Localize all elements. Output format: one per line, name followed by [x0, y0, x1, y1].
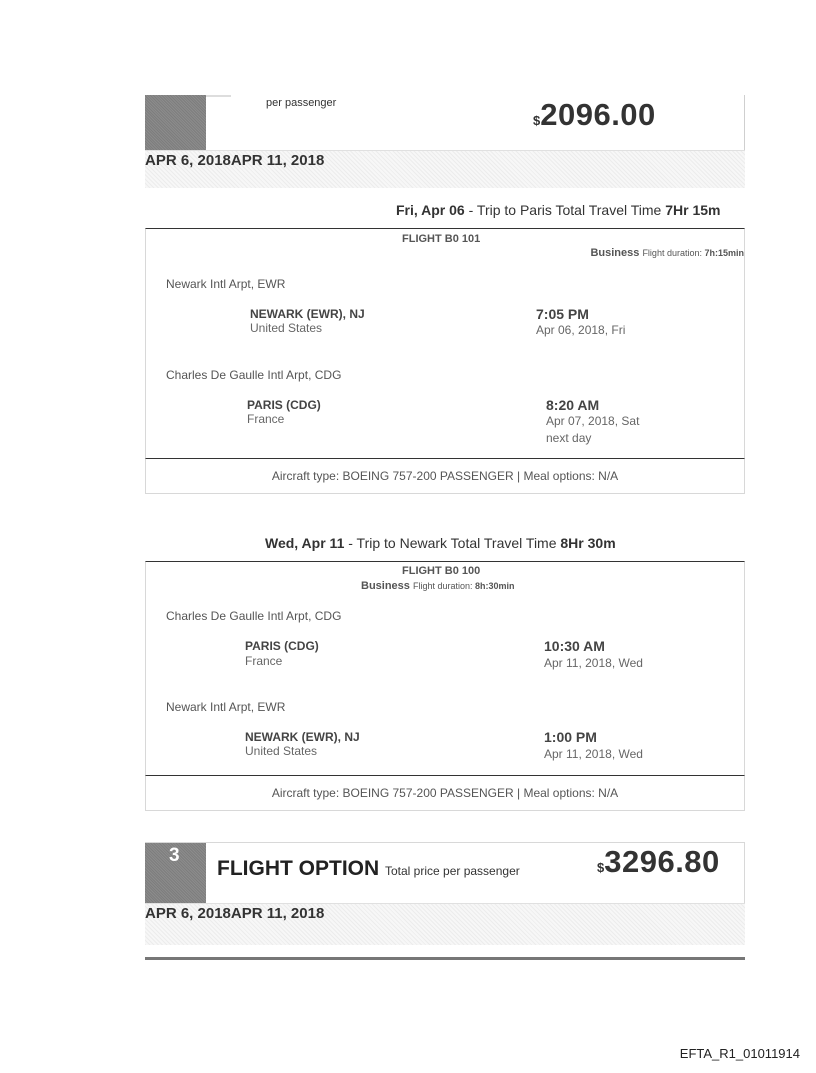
cabin-class: Business Flight duration: 7h:15min [590, 247, 744, 259]
trip-dates: APR 6, 2018APR 11, 2018 [145, 905, 325, 922]
departure-date: Apr 06, 2018, Fri [536, 323, 626, 337]
departure-time: 10:30 AM [544, 638, 605, 654]
flight-duration: 7h:15min [704, 248, 744, 258]
departure-time: 7:05 PM [536, 306, 589, 322]
outbound-flight-card [145, 228, 745, 458]
departure-date: Apr 11, 2018, Wed [544, 656, 643, 670]
arrival-airport: Charles De Gaulle Intl Arpt, CDG [166, 368, 342, 382]
arrival-time: 8:20 AM [546, 397, 600, 413]
arrival-date: Apr 07, 2018, Sat [546, 414, 640, 428]
outbound-aircraft-info: Aircraft type: BOEING 757-200 PASSENGER | Meal options: N/A [145, 458, 745, 494]
flight-duration: 8h:30min [475, 581, 515, 591]
currency-symbol: $ [533, 113, 541, 128]
arrival-country: United States [245, 744, 318, 758]
option-3-date-band [145, 903, 745, 945]
departure-airport: Newark Intl Arpt, EWR [166, 277, 286, 291]
per-passenger-label: per passenger [266, 97, 337, 109]
total-price-label: Total price per passenger [385, 864, 520, 878]
flight-number: FLIGHT B0 101 [402, 233, 481, 245]
departure-country: United States [250, 321, 323, 335]
trip-dates: APR 6, 2018APR 11, 2018 [145, 152, 325, 169]
option-number: 3 [169, 845, 180, 866]
section-divider [145, 957, 745, 960]
option-number-badge [145, 843, 206, 906]
option-thumbnail [145, 95, 206, 150]
flight-number: FLIGHT B0 100 [402, 565, 481, 577]
total-travel-time: 7Hr 15m [665, 202, 721, 218]
cabin-class: Business Flight duration: 8h:30min [361, 580, 515, 592]
return-aircraft-info: Aircraft type: BOEING 757-200 PASSENGER | Meal options: N/A [145, 775, 745, 811]
total-travel-time: 8Hr 30m [560, 535, 616, 551]
trip-day: Fri, Apr 06 [396, 202, 465, 218]
arrival-time: 1:00 PM [544, 729, 597, 745]
outbound-trip-title: Fri, Apr 06 - Trip to Paris Total Travel Time 7Hr 15m [396, 202, 721, 218]
currency-symbol: $ [597, 860, 605, 875]
flight-option-label: FLIGHT OPTION Total price per passenger [217, 857, 520, 880]
departure-city: NEWARK (EWR), NJ [250, 307, 365, 321]
arrival-date: Apr 11, 2018, Wed [544, 747, 643, 761]
option-2-date-band [145, 150, 745, 188]
return-flight-card [145, 561, 745, 775]
departure-city: PARIS (CDG) [245, 639, 319, 653]
return-trip-title: Wed, Apr 11 - Trip to Newark Total Travel Time 8Hr 30m [265, 535, 616, 551]
departure-country: France [245, 654, 283, 668]
option-2-price [533, 97, 656, 133]
price-amount: 3296.80 [604, 844, 720, 879]
arrival-city: NEWARK (EWR), NJ [245, 730, 360, 744]
arrival-country: France [247, 412, 285, 426]
departure-airport: Charles De Gaulle Intl Arpt, CDG [166, 609, 342, 623]
document-id: EFTA_R1_01011914 [679, 1046, 800, 1061]
option-3-price [597, 844, 720, 880]
next-day-note: next day [546, 431, 592, 445]
arrival-airport: Newark Intl Arpt, EWR [166, 700, 286, 714]
price-amount: 2096.00 [540, 97, 656, 132]
trip-day: Wed, Apr 11 [265, 535, 345, 551]
arrival-city: PARIS (CDG) [247, 398, 321, 412]
